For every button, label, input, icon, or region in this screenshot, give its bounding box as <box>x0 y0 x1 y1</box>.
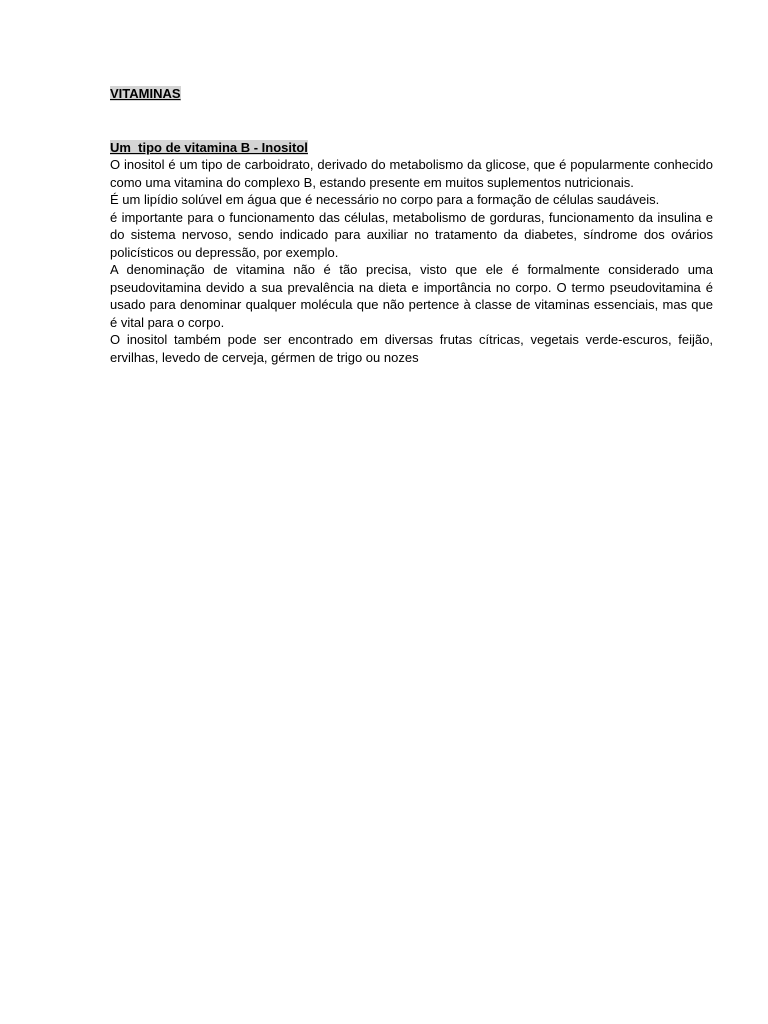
paragraph-pseudovitamin: A denominação de vitamina não é tão precisa, visto que ele é formalmente considerado uma pseudovitamina devido a sua prevalência na dieta e importância no corpo. O termo pseudovitamina é usado para denominar qualquer molécula que não pertence à classe de vitaminas essenciais, mas que é vital para o corpo. <box>110 262 713 330</box>
document-body <box>110 86 713 366</box>
document-title <box>110 86 713 102</box>
document-title-text: VITAMINAS <box>110 86 181 101</box>
section-heading-text: Um tipo de vitamina B - Inositol <box>110 140 308 155</box>
paragraph-sources: O inositol também pode ser encontrado em diversas frutas cítricas, vegetais verde-escuros, feijão, ervilhas, levedo de cerveja, gérmen de trigo ou nozes <box>110 332 713 365</box>
paragraph-intro: O inositol é um tipo de carboidrato, derivado do metabolismo da glicose, que é popularmente conhecido como uma vitamina do complexo B, estando presente em muitos suplementos nutricionais. <box>110 157 713 190</box>
paragraph-lipid: É um lipídio solúvel em água que é necessário no corpo para a formação de células saudáveis. <box>110 192 660 207</box>
paragraph-function: é importante para o funcionamento das células, metabolismo de gorduras, funcionamento da insulina e do sistema nervoso, sendo indicado para auxiliar no tratamento da diabetes, síndrome dos ovários policísticos ou depressão, por exemplo. <box>110 209 713 260</box>
section-heading <box>110 140 713 156</box>
